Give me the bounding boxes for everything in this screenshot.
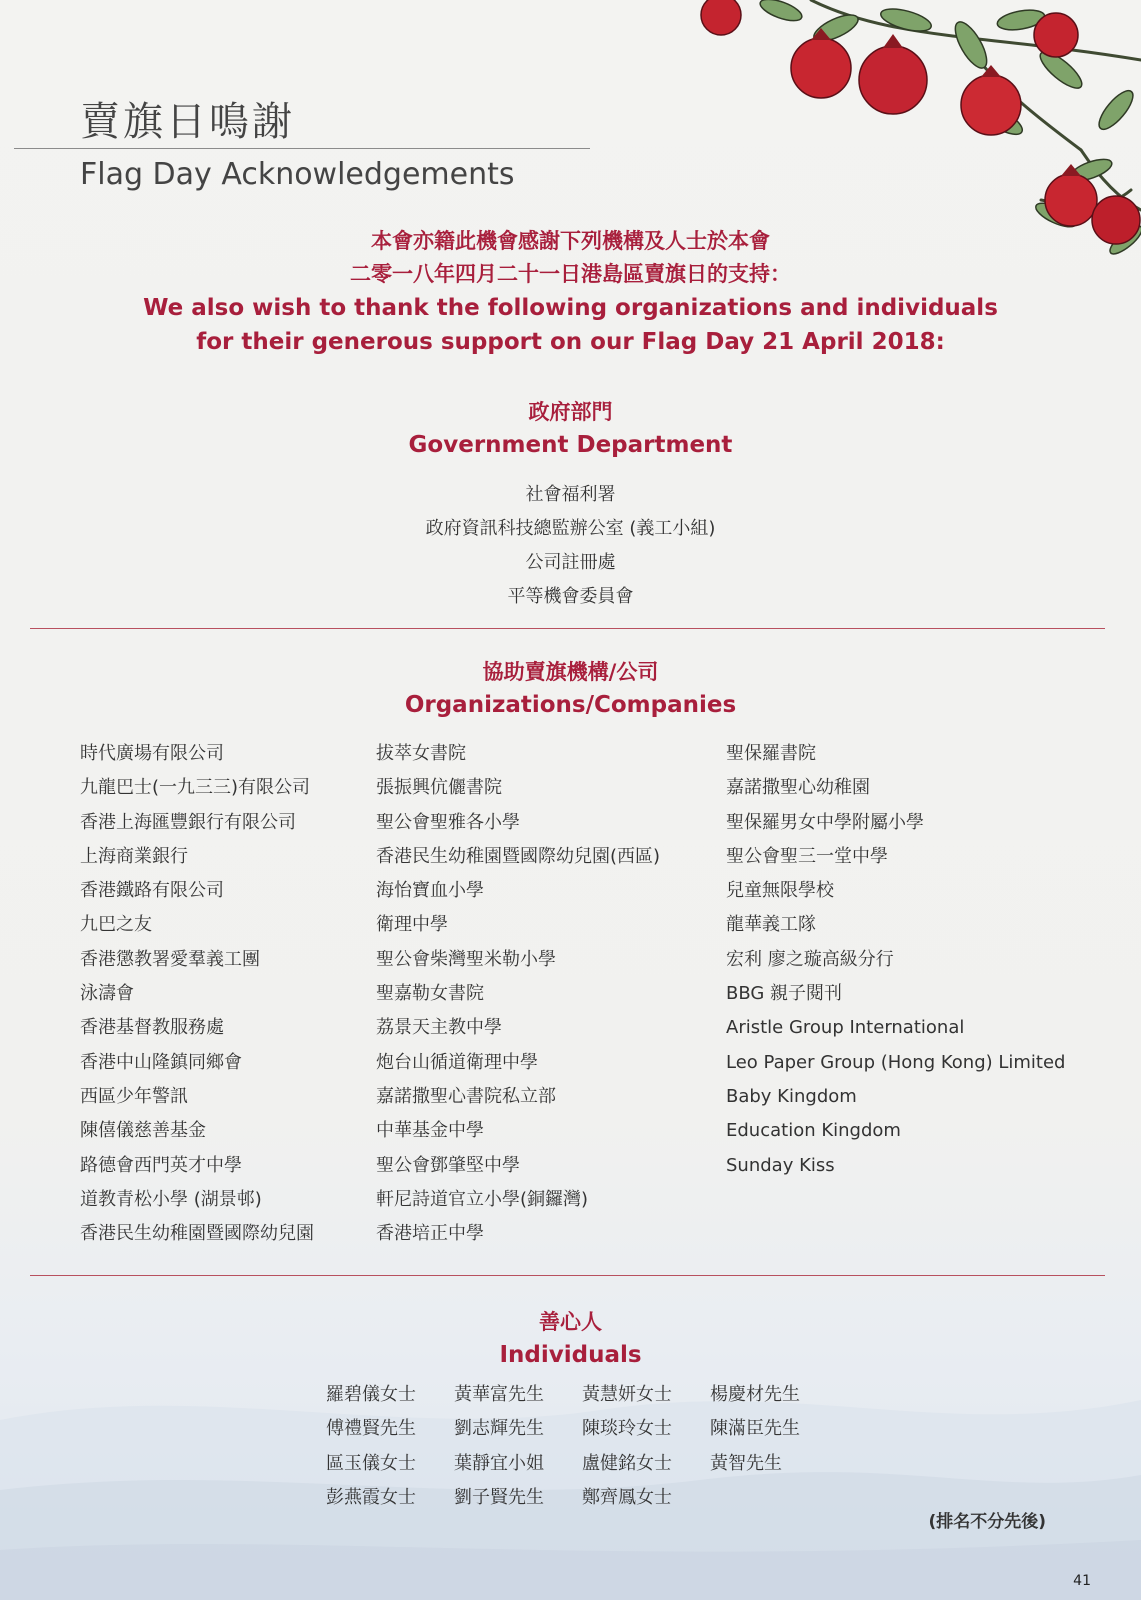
section-divider [30,1275,1105,1276]
individuals-heading [0,1306,1141,1372]
individual-name: 劉志輝先生 [454,1418,544,1440]
individual-name: 黃慧妍女士 [582,1384,672,1405]
individual-name: 葉靜宜小姐 [454,1452,544,1474]
ordering-note: (排名不分先後) [928,1512,1046,1532]
individuals-grid [326,1378,838,1515]
government-heading-en: Government Department [408,432,733,458]
individual-name: 羅碧儀女士 [326,1384,416,1405]
organization-item: 聖公會聖雅各小學 [376,811,520,833]
organization-item: 宏利 廖之璇高級分行 [726,948,894,970]
government-item: 公司註冊處 [525,552,616,573]
section-divider [30,628,1105,629]
organization-item: 泳濤會 [80,983,134,1005]
organization-item: 中華基金中學 [376,1120,484,1142]
organization-item: Leo Paper Group (Hong Kong) Limited [726,1051,1066,1073]
individual-name: 楊慶材先生 [710,1384,800,1405]
organization-item: Education Kingdom [726,1120,901,1142]
organization-item: 香港基督教服務處 [80,1017,224,1039]
organizations-column-1 [80,737,314,1251]
page-title-chinese: 賣旗日鳴謝 [80,99,295,145]
organization-item: 拔萃女書院 [376,743,466,764]
organizations-heading-cn: 協助賣旗機構/公司 [482,660,659,684]
organization-item: 香港培正中學 [376,1223,484,1245]
organization-item: 香港懲教署愛羣義工團 [80,948,260,970]
organization-item: 陳僖儀慈善基金 [80,1120,206,1142]
organizations-column-2 [376,737,660,1251]
individual-name: 黃華富先生 [454,1384,544,1405]
organization-item: 西區少年警訊 [80,1085,188,1107]
organization-item: 聖公會柴灣聖米勒小學 [376,948,556,970]
organization-item: Aristle Group International [726,1017,965,1039]
organization-item: 香港上海匯豐銀行有限公司 [80,811,296,833]
individual-name: 傅禮賢先生 [326,1418,416,1440]
government-item: 政府資訊科技總監辦公室 (義工小組) [425,518,716,539]
organization-item: 上海商業銀行 [80,845,188,867]
organization-item: 香港中山隆鎮同鄉會 [80,1051,242,1073]
organization-item: 九龍巴士(一九三三)有限公司 [80,777,311,799]
organization-item: 張振興伉儷書院 [376,777,502,799]
government-item: 平等機會委員會 [507,586,634,607]
individual-name: 黃智先生 [710,1452,782,1474]
government-heading-cn: 政府部門 [528,400,613,424]
organization-item: 道教青松小學 (湖景邨) [80,1188,262,1210]
organizations-column-3 [726,737,1066,1183]
intro-line1-en: We also wish to thank the following organizations and individuals [143,295,998,321]
organization-item: 聖公會鄧肇堅中學 [376,1154,520,1176]
organizations-heading-en: Organizations/Companies [404,692,737,718]
organization-item: BBG 親子閱刊 [726,983,843,1005]
organization-item: 香港民生幼稚園暨國際幼兒園(西區) [376,845,661,867]
individual-name: 陳琰玲女士 [582,1418,672,1440]
organization-item: 嘉諾撒聖心幼稚園 [726,777,870,799]
government-list [0,478,1141,614]
individual-name: 陳滿臣先生 [710,1418,800,1440]
title-divider [14,148,590,149]
government-item: 社會福利署 [525,484,616,505]
intro-block [0,225,1141,359]
individual-name: 劉子賢先生 [454,1486,544,1508]
page-title-english: Flag Day Acknowledgements [80,157,515,192]
organization-item: 嘉諾撒聖心書院私立部 [376,1085,556,1107]
government-heading [0,396,1141,462]
organization-item: 九巴之友 [80,914,152,936]
page-number: 41 [1073,1573,1091,1589]
organization-item: 時代廣場有限公司 [80,743,224,764]
organization-item: 兒童無限學校 [726,880,834,902]
intro-line2-en: for their generous support on our Flag Day 21 April 2018: [196,329,945,355]
organization-item: 荔景天主教中學 [376,1017,502,1039]
organization-item: 路德會西門英才中學 [80,1154,242,1176]
organization-item: 衛理中學 [376,914,448,936]
organization-item: Baby Kingdom [726,1085,857,1107]
organization-item: 龍華義工隊 [726,914,816,936]
intro-line2-cn: 二零一八年四月二十一日港島區賣旗日的支持： [350,262,791,286]
organization-item: 聖保羅書院 [726,743,816,764]
organization-item: 海怡寶血小學 [376,880,484,902]
organization-item: 香港鐵路有限公司 [80,880,224,902]
individuals-heading-cn: 善心人 [539,1310,602,1334]
organization-item: 軒尼詩道官立小學(銅鑼灣) [376,1188,589,1210]
organization-item: Sunday Kiss [726,1154,835,1176]
organization-item: 香港民生幼稚園暨國際幼兒園 [80,1223,314,1245]
organization-item: 聖公會聖三一堂中學 [726,845,888,867]
individuals-heading-en: Individuals [499,1342,642,1368]
organizations-heading [0,656,1141,722]
individual-name: 盧健銘女士 [582,1452,672,1474]
individual-name: 區玉儀女士 [326,1452,416,1474]
individual-name: 鄭齊鳳女士 [582,1486,672,1508]
organization-item: 炮台山循道衛理中學 [376,1051,538,1073]
organization-item: 聖嘉勒女書院 [376,983,484,1005]
organization-item: 聖保羅男女中學附屬小學 [726,811,924,833]
intro-line1-cn: 本會亦籍此機會感謝下列機構及人士於本會 [371,229,770,253]
individual-name: 彭燕霞女士 [326,1486,416,1508]
